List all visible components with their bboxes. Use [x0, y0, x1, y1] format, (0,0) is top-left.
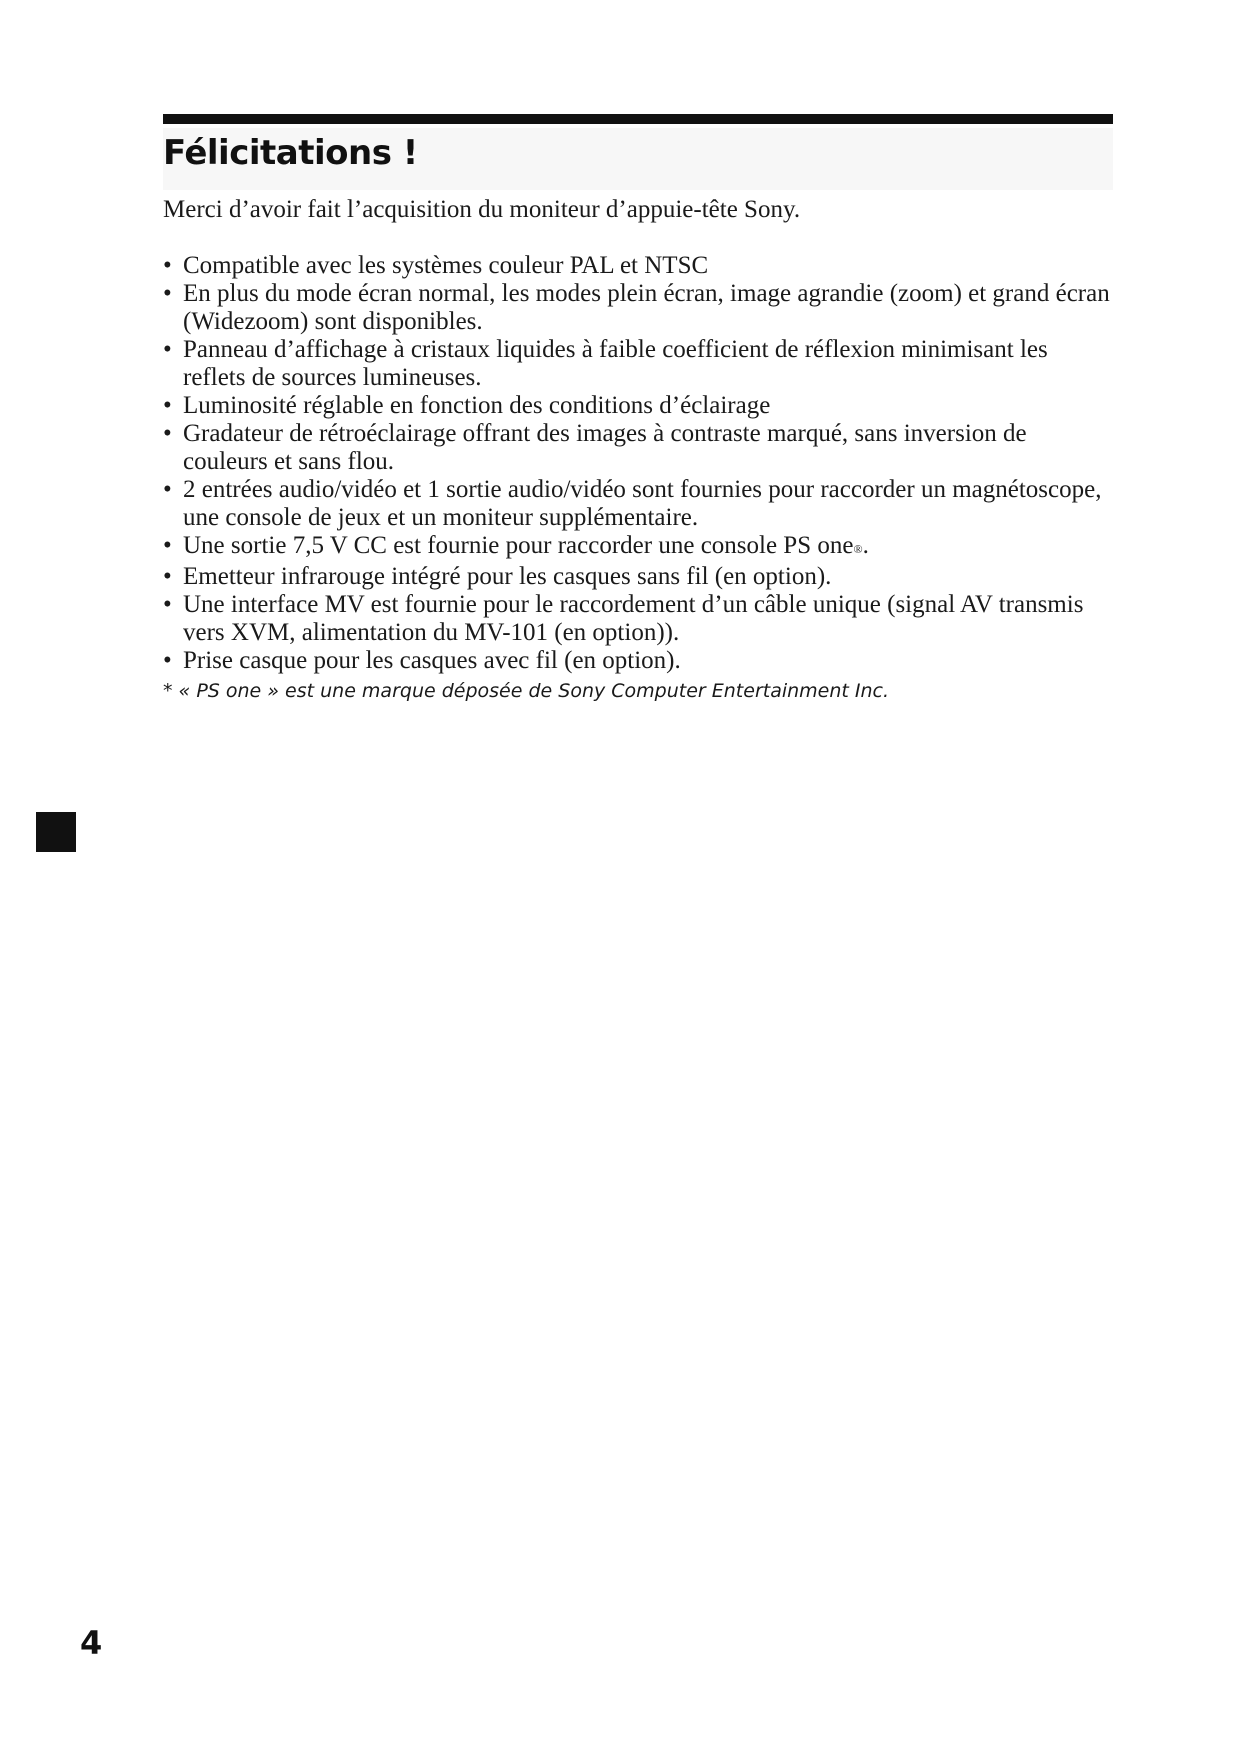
page-title: Félicitations ! [163, 133, 418, 173]
feature-text: Panneau d’affichage à cristaux liquides à faible coefficient de réflexion minimisant les reflets de sources lumineuses. [183, 336, 1048, 391]
feature-text: Prise casque pour les casques avec fil (en option). [183, 647, 681, 674]
page-number: 4 [80, 1624, 103, 1662]
main-content [163, 196, 1113, 705]
feature-item [163, 591, 1113, 647]
feature-item [163, 280, 1113, 336]
bullet-icon: • [163, 420, 172, 447]
feature-text: 2 entrées audio/vidéo et 1 sortie audio/vidéo sont fournies pour raccorder un magnétoscope, une console de jeux et un moniteur supplémentaire. [183, 476, 1102, 531]
feature-text: Compatible avec les systèmes couleur PAL et NTSC [183, 252, 709, 279]
bullet-icon: • [163, 563, 172, 590]
feature-item [163, 252, 1113, 280]
registered-mark: ® [853, 542, 863, 556]
footnote [163, 677, 1113, 705]
feature-item [163, 336, 1113, 392]
section-heading [163, 128, 1113, 190]
section-tab-marker [36, 812, 76, 852]
feature-item [163, 647, 1113, 675]
intro-paragraph: Merci d’avoir fait l’acquisition du moniteur d’appuie-tête Sony. [163, 196, 801, 223]
bullet-icon: • [163, 532, 172, 559]
feature-text: Une interface MV est fournie pour le raccordement d’un câble unique (signal AV transmis vers XVM, alimentation du MV-101 (en option)). [183, 591, 1084, 646]
feature-item [163, 420, 1113, 476]
bullet-icon: • [163, 280, 172, 307]
feature-text: Luminosité réglable en fonction des conditions d’éclairage [183, 392, 771, 419]
feature-item [163, 532, 1113, 563]
feature-item [163, 476, 1113, 532]
bullet-icon: • [163, 336, 172, 363]
bullet-icon: • [163, 647, 172, 674]
footnote-marker: * [163, 680, 173, 702]
bullet-icon: • [163, 591, 172, 618]
feature-item [163, 563, 1113, 591]
bullet-icon: • [163, 392, 172, 419]
bullet-icon: • [163, 252, 172, 279]
feature-text: Emetteur infrarouge intégré pour les casques sans fil (en option). [183, 563, 832, 590]
feature-item [163, 392, 1113, 420]
feature-list [163, 252, 1113, 675]
feature-text: Une sortie 7,5 V CC est fournie pour raccorder une console PS one [183, 532, 854, 559]
feature-suffix: . [862, 532, 869, 559]
top-rule [163, 114, 1113, 124]
feature-text: Gradateur de rétroéclairage offrant des images à contraste marqué, sans inversion de couleurs et sans flou. [183, 420, 1027, 475]
feature-text: En plus du mode écran normal, les modes plein écran, image agrandie (zoom) et grand écran (Widezoom) sont disponibles. [183, 280, 1110, 335]
bullet-icon: • [163, 476, 172, 503]
footnote-text: « PS one » est une marque déposée de Sony Computer Entertainment Inc. [178, 680, 890, 702]
